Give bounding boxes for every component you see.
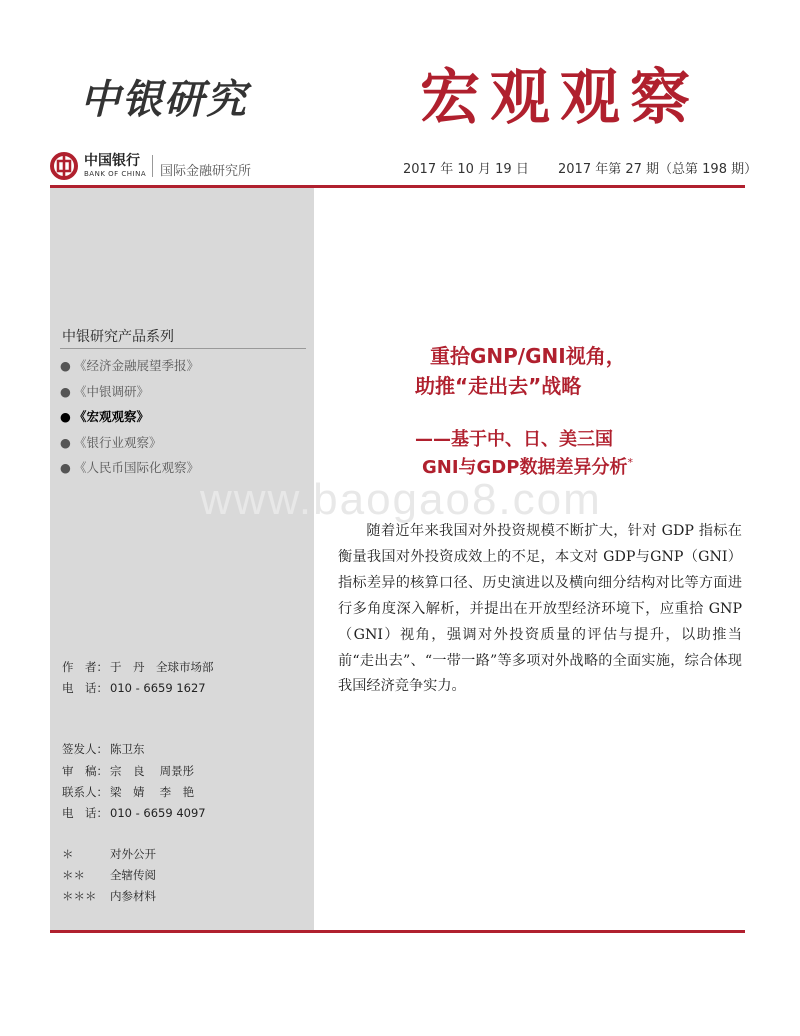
- bullet-icon: ●: [60, 460, 71, 475]
- series-item: ● 《银行业观察》: [60, 434, 162, 450]
- contact-phone-line: 电 话： 010 - 6659 4097: [62, 806, 206, 820]
- classification-public: ＊ 对外公开: [62, 847, 156, 861]
- watermark: www.baogao8.com: [200, 475, 602, 524]
- bullet-icon: ●: [60, 409, 71, 424]
- series-divider: [60, 348, 306, 349]
- series-item: ● 《中银调研》: [60, 383, 150, 399]
- bottom-rule: [50, 930, 745, 933]
- series-title: 中银研究产品系列: [62, 329, 174, 345]
- classification-internal: ＊＊ 全辖传阅: [62, 868, 156, 882]
- article-abstract: 随着近年来我国对外投资规模不断扩大，针对 GDP 指标在衡量我国对外投资成效上的不足，本文对 GDP与GNP（GNI）指标差异的核算口径、历史演进以及横向细分结构对比等方面进行多角度深入解析，并提出在开放型经济环境下，应重拾 GNP（GNI）视角，强调对外投资质量的评估与提升，以助推当前“走出去”、“一带一路”等多项对外战略的全面实施，综合体现我国经济竞争实力。: [338, 523, 742, 695]
- series-item: ● 《经济金融展望季报》: [60, 358, 200, 373]
- contact-line: 联系人： 梁 婧 李 艳: [62, 785, 195, 799]
- series-item: ● 《人民币国际化观察》: [60, 460, 200, 475]
- institute-name: 国际金融研究所: [160, 164, 252, 179]
- issuer-line: 签发人： 陈卫东: [62, 742, 145, 756]
- publication-date: 2017 年 10 月 19 日: [403, 162, 529, 177]
- footnote-mark: *: [627, 456, 633, 469]
- series-item-active: ● 《宏观观察》: [60, 409, 150, 424]
- bank-of-china-logo-icon: [50, 152, 78, 180]
- classification-confidential: ＊＊＊ 内参材料: [62, 889, 156, 903]
- bullet-icon: ●: [60, 358, 71, 373]
- header-divider: [152, 155, 153, 177]
- publication-title: 宏观观察: [420, 63, 700, 133]
- bank-name-cn: 中国银行: [84, 153, 140, 169]
- article-subtitle-line1: ——基于中、日、美三国: [415, 429, 613, 450]
- issue-number: 2017 年第 27 期（总第 198 期）: [558, 162, 758, 177]
- author-line: 作 者： 于 丹 全球市场部: [62, 660, 214, 674]
- zhongyin-research-logo-text: 中银研究: [80, 76, 248, 123]
- bullet-icon: ●: [60, 434, 71, 450]
- author-phone-line: 电 话： 010 - 6659 1627: [62, 681, 206, 695]
- reviewer-line: 审 稿： 宗 良 周景彤: [62, 764, 195, 778]
- bank-name-en: BANK OF CHINA: [84, 170, 147, 178]
- series-list: [60, 358, 199, 486]
- article-subtitle-line2: GNI与GDP数据差异分析*: [422, 456, 633, 478]
- bullet-icon: ●: [60, 383, 71, 399]
- article-title-line2: 助推“走出去”战略: [415, 374, 582, 398]
- article-title-line1: 重拾GNP/GNI视角，: [430, 344, 626, 368]
